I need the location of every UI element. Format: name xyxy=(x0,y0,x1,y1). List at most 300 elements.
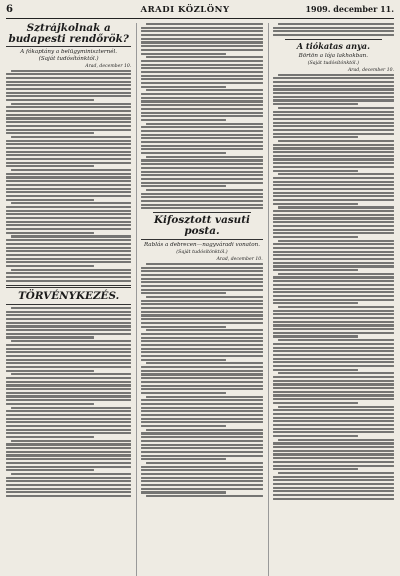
article-subheading: Börtön a lója lakhokban. xyxy=(298,52,369,59)
article-headline-mother: A tiókatas anya. xyxy=(296,41,370,52)
text-line xyxy=(6,388,131,390)
text-line xyxy=(141,112,262,114)
text-line xyxy=(278,439,394,441)
text-line xyxy=(6,154,131,156)
text-line xyxy=(6,77,131,79)
text-line xyxy=(6,443,131,445)
text-line xyxy=(273,114,394,116)
text-line xyxy=(6,199,94,201)
text-line xyxy=(6,381,131,383)
text-line xyxy=(273,299,394,301)
text-line xyxy=(141,314,262,316)
text-line xyxy=(273,195,394,197)
article-body-text xyxy=(273,74,394,500)
text-line xyxy=(273,391,394,393)
text-line xyxy=(273,490,394,492)
text-line xyxy=(6,173,131,175)
text-line xyxy=(6,206,131,208)
text-line xyxy=(6,114,131,116)
text-line xyxy=(141,385,262,387)
text-line xyxy=(141,484,262,486)
text-line xyxy=(6,318,131,320)
text-line xyxy=(141,75,262,77)
text-line xyxy=(6,276,131,278)
text-line xyxy=(273,118,394,120)
text-line xyxy=(141,45,262,47)
text-line xyxy=(6,210,131,212)
text-line xyxy=(278,472,394,474)
text-line xyxy=(141,196,262,198)
text-line xyxy=(6,436,94,438)
text-line xyxy=(273,380,394,382)
text-line xyxy=(6,239,131,241)
text-line xyxy=(273,483,394,485)
article-dateline: Arad, december 10. xyxy=(216,256,263,262)
text-line xyxy=(273,446,394,448)
text-line xyxy=(6,314,131,316)
text-line xyxy=(6,322,131,324)
text-line xyxy=(273,428,394,430)
text-line xyxy=(141,78,262,80)
text-line xyxy=(141,185,226,187)
text-line xyxy=(6,362,131,364)
text-line xyxy=(141,159,262,161)
text-line xyxy=(141,370,262,372)
text-line xyxy=(141,53,226,55)
text-line xyxy=(273,258,394,260)
text-line xyxy=(146,396,262,398)
text-line xyxy=(141,292,226,294)
text-line xyxy=(6,180,131,182)
text-line xyxy=(6,232,94,234)
text-line xyxy=(141,421,262,423)
text-line xyxy=(273,321,394,323)
text-line xyxy=(273,30,394,32)
text-line xyxy=(141,477,262,479)
text-line xyxy=(6,92,131,94)
text-line xyxy=(11,136,131,138)
text-line xyxy=(11,169,131,171)
text-line xyxy=(278,306,394,308)
text-line xyxy=(6,414,131,416)
text-line xyxy=(6,88,131,90)
text-line xyxy=(273,354,394,356)
text-line xyxy=(273,468,358,470)
text-line xyxy=(273,229,394,231)
text-line xyxy=(141,488,262,490)
text-line xyxy=(278,173,394,175)
text-line xyxy=(273,350,394,352)
text-line xyxy=(273,151,394,153)
text-line xyxy=(141,303,262,305)
text-line xyxy=(141,351,262,353)
text-line xyxy=(273,77,394,79)
text-line xyxy=(6,488,131,490)
text-line xyxy=(273,133,394,135)
text-line xyxy=(141,432,262,434)
text-line xyxy=(6,462,131,464)
text-line xyxy=(273,317,394,319)
text-line xyxy=(273,27,394,29)
text-line xyxy=(273,221,394,223)
column-middle xyxy=(136,23,262,576)
text-line xyxy=(146,296,262,298)
text-line xyxy=(11,473,131,475)
text-line xyxy=(6,158,131,160)
text-line xyxy=(273,394,394,396)
text-line xyxy=(273,96,394,98)
text-line xyxy=(141,355,262,357)
text-line xyxy=(273,251,394,253)
text-line xyxy=(11,373,131,375)
text-line xyxy=(273,398,394,400)
text-line xyxy=(273,243,394,245)
text-line xyxy=(273,494,394,496)
text-line xyxy=(141,458,226,460)
text-line xyxy=(141,414,262,416)
text-line xyxy=(141,137,262,139)
text-line xyxy=(6,110,131,112)
text-line xyxy=(141,27,262,29)
text-line xyxy=(278,273,394,275)
text-line xyxy=(141,86,226,88)
text-line xyxy=(11,407,131,409)
text-line xyxy=(146,495,262,497)
text-line xyxy=(6,176,131,178)
text-line xyxy=(141,64,262,66)
text-line xyxy=(141,333,262,335)
text-line xyxy=(141,145,262,147)
text-line xyxy=(273,369,358,371)
text-line xyxy=(273,158,394,160)
text-line xyxy=(146,329,262,331)
article-body-text xyxy=(6,70,131,282)
text-line xyxy=(141,267,262,269)
text-line xyxy=(6,370,94,372)
text-line xyxy=(6,425,131,427)
text-line xyxy=(6,418,131,420)
text-line xyxy=(273,232,394,234)
text-line xyxy=(273,358,394,360)
text-line xyxy=(141,270,262,272)
text-line xyxy=(141,451,262,453)
text-line xyxy=(278,406,394,408)
text-line xyxy=(6,151,131,153)
text-line xyxy=(6,265,94,267)
text-line xyxy=(273,188,394,190)
article-dateline: Arad, december 10. xyxy=(85,63,132,69)
newspaper-title: ARADI KÖZLÖNY xyxy=(140,5,230,15)
text-line xyxy=(11,307,131,309)
text-line xyxy=(273,402,358,404)
text-line xyxy=(141,410,262,412)
text-line xyxy=(273,424,394,426)
text-line xyxy=(141,392,226,394)
text-line xyxy=(273,461,394,463)
text-line xyxy=(6,421,131,423)
text-line xyxy=(6,377,131,379)
text-line xyxy=(278,372,394,374)
text-line xyxy=(11,202,131,204)
text-line xyxy=(273,450,394,452)
text-line xyxy=(6,399,131,401)
article-headline-police-strike: Sztrájkolnak a budapesti rendőrök? xyxy=(6,23,131,47)
text-line xyxy=(141,399,262,401)
text-line xyxy=(6,366,131,368)
text-line xyxy=(278,74,394,76)
text-line xyxy=(273,122,394,124)
text-line xyxy=(273,302,358,304)
text-line xyxy=(6,140,131,142)
text-line xyxy=(141,82,262,84)
text-line xyxy=(6,224,131,226)
text-line xyxy=(146,156,262,158)
text-line xyxy=(141,425,226,427)
text-line xyxy=(141,388,262,390)
text-line xyxy=(273,332,394,334)
text-line xyxy=(6,451,131,453)
text-line xyxy=(6,261,131,263)
text-line xyxy=(146,429,262,431)
text-line xyxy=(146,263,262,265)
text-line xyxy=(6,191,131,193)
text-line xyxy=(6,81,131,83)
text-line xyxy=(141,377,262,379)
text-line xyxy=(6,329,131,331)
text-line xyxy=(6,188,131,190)
text-line xyxy=(6,495,131,497)
text-line xyxy=(141,60,262,62)
text-line xyxy=(6,106,131,108)
text-line xyxy=(6,458,131,460)
text-line xyxy=(141,49,262,51)
text-line xyxy=(273,343,394,345)
text-line xyxy=(273,291,394,293)
text-line xyxy=(6,125,131,127)
text-line xyxy=(273,111,394,113)
text-line xyxy=(273,476,394,478)
text-line xyxy=(6,247,131,249)
text-line xyxy=(6,99,94,101)
text-line xyxy=(146,189,262,191)
text-line xyxy=(6,336,94,338)
text-line xyxy=(273,335,358,337)
text-line xyxy=(273,479,394,481)
text-line xyxy=(6,311,131,313)
text-line xyxy=(273,203,358,205)
article-divider xyxy=(153,212,250,213)
text-line xyxy=(141,93,262,95)
text-line xyxy=(6,280,131,282)
section-divider xyxy=(6,285,131,289)
text-line xyxy=(273,453,394,455)
text-line xyxy=(273,280,394,282)
text-line xyxy=(273,103,358,105)
text-line xyxy=(141,318,262,320)
text-line xyxy=(273,236,358,238)
text-line xyxy=(273,284,394,286)
text-line xyxy=(141,100,262,102)
text-line xyxy=(6,243,131,245)
text-line xyxy=(273,92,394,94)
text-line xyxy=(273,324,394,326)
text-line xyxy=(6,132,94,134)
text-line xyxy=(273,125,394,127)
article-divider xyxy=(285,39,382,40)
text-line xyxy=(6,165,94,167)
text-line xyxy=(273,170,358,172)
text-line xyxy=(141,440,262,442)
text-line xyxy=(6,184,131,186)
text-line xyxy=(146,362,262,364)
text-line xyxy=(141,130,262,132)
text-line xyxy=(6,384,131,386)
text-line xyxy=(273,442,394,444)
text-line xyxy=(6,117,131,119)
text-line xyxy=(141,141,262,143)
text-line xyxy=(141,274,262,276)
text-line xyxy=(6,410,131,412)
page-number: 6 xyxy=(6,4,13,15)
text-line xyxy=(6,403,94,405)
text-line xyxy=(6,333,131,335)
text-line xyxy=(273,254,394,256)
text-line xyxy=(6,228,131,230)
text-line xyxy=(6,195,131,197)
text-line xyxy=(6,429,131,431)
text-line xyxy=(273,365,394,367)
article-source-note: (Saját tudósítónktól.) xyxy=(307,60,359,66)
text-line xyxy=(273,99,394,101)
text-line xyxy=(6,484,131,486)
text-line xyxy=(141,182,262,184)
article-continuation-text xyxy=(273,23,394,36)
text-line xyxy=(273,457,394,459)
text-line xyxy=(273,225,394,227)
article-columns xyxy=(6,23,394,576)
text-line xyxy=(273,199,394,201)
text-line xyxy=(273,210,394,212)
issue-date: 1909. december 11. xyxy=(305,4,394,14)
article-dateline: Arad, december 10. xyxy=(347,67,394,73)
text-line xyxy=(278,339,394,341)
text-line xyxy=(141,455,262,457)
text-line xyxy=(141,473,262,475)
text-line xyxy=(273,34,394,36)
text-line xyxy=(273,465,394,467)
text-line xyxy=(273,435,358,437)
text-line xyxy=(273,288,394,290)
text-line xyxy=(273,409,394,411)
text-line xyxy=(141,167,262,169)
text-line xyxy=(273,376,394,378)
text-line xyxy=(273,247,394,249)
text-line xyxy=(273,310,394,312)
text-line xyxy=(273,276,394,278)
text-line xyxy=(6,147,131,149)
text-line xyxy=(273,181,394,183)
text-line xyxy=(273,498,394,500)
text-line xyxy=(273,262,394,264)
text-line xyxy=(6,250,131,252)
text-line xyxy=(273,413,394,415)
text-line xyxy=(141,119,226,121)
text-line xyxy=(141,104,262,106)
text-line xyxy=(6,129,131,131)
text-line xyxy=(6,469,94,471)
text-line xyxy=(146,23,262,25)
text-line xyxy=(141,163,262,165)
text-line xyxy=(6,454,131,456)
text-line xyxy=(141,126,262,128)
text-line xyxy=(6,477,131,479)
article-body-text xyxy=(141,263,262,497)
text-line xyxy=(141,322,262,324)
text-line xyxy=(273,147,394,149)
text-line xyxy=(273,166,394,168)
text-line xyxy=(6,95,131,97)
text-line xyxy=(11,235,131,237)
text-line xyxy=(6,466,131,468)
text-line xyxy=(141,148,262,150)
text-line xyxy=(273,214,394,216)
text-line xyxy=(141,67,262,69)
text-line xyxy=(273,313,394,315)
text-line xyxy=(141,418,262,420)
text-line xyxy=(273,192,394,194)
text-line xyxy=(141,281,262,283)
text-line xyxy=(141,403,262,405)
text-line xyxy=(273,487,394,489)
text-line xyxy=(141,71,262,73)
text-line xyxy=(141,436,262,438)
text-line xyxy=(141,480,262,482)
text-line xyxy=(273,417,394,419)
text-line xyxy=(273,269,358,271)
text-line xyxy=(141,174,262,176)
text-line xyxy=(141,30,262,32)
text-line xyxy=(273,144,394,146)
text-line xyxy=(141,348,262,350)
text-line xyxy=(273,387,394,389)
text-line xyxy=(146,89,262,91)
text-line xyxy=(278,140,394,142)
text-line xyxy=(11,440,131,442)
text-line xyxy=(273,347,394,349)
text-line xyxy=(141,344,262,346)
text-line xyxy=(278,206,394,208)
article-headline-robbed-post: Kifosztott vasuti posta. xyxy=(141,215,262,239)
text-line xyxy=(141,108,262,110)
text-line xyxy=(141,178,262,180)
text-line xyxy=(6,143,131,145)
text-line xyxy=(141,311,262,313)
text-line xyxy=(141,207,262,209)
text-line xyxy=(6,491,131,493)
court-section-body-text xyxy=(6,307,131,497)
text-line xyxy=(273,155,394,157)
text-line xyxy=(273,361,394,363)
text-line xyxy=(141,134,262,136)
text-line xyxy=(273,265,394,267)
text-line xyxy=(6,351,131,353)
text-line xyxy=(6,73,131,75)
text-line xyxy=(6,325,131,327)
text-line xyxy=(141,447,262,449)
text-line xyxy=(141,337,262,339)
text-line xyxy=(141,466,262,468)
text-line xyxy=(6,258,131,260)
